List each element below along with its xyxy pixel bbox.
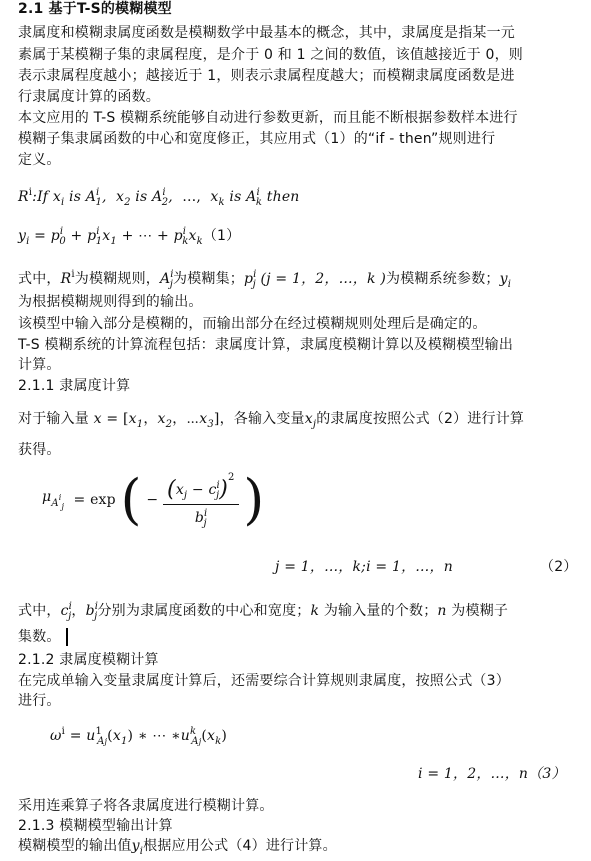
rule-if-keyword: If: [37, 189, 49, 205]
subsection-heading-2-1-3: 2.1.3 模糊模型输出计算: [18, 818, 173, 834]
paragraph-line: 为根据模糊规则得到的输出。: [18, 294, 203, 310]
equation-2: $\mu_{A^i_j} = \exp$ ( − $\frac{(x_j - c^i_j)^2}{b^i_j}$ ): [42, 468, 265, 531]
rule-is-keyword: is: [69, 189, 82, 205]
paragraph-line: 该模型中输入部分是模糊的，而输出部分在经过模糊规则处理后是确定的。: [18, 316, 487, 332]
paragraph-line: 表示隶属程度越小；越接近于 1，则表示隶属程度越大；而模糊隶属度函数是进: [18, 68, 515, 84]
paragraph-line: 在完成单输入变量隶属度计算后，还需要综合计算规则隶属度，按照公式（3）: [18, 673, 510, 689]
definition-line: 式中，$c^i_j$，$b^i_j$分别为隶属度函数的中心和宽度；k 为输入量的个数；n 为模糊子: [18, 601, 509, 622]
paragraph-line: 模糊子集隶属函数的中心和宽度修正，其应用式（1）的“if - then”规则进行: [18, 131, 496, 147]
paragraph-line: 隶属度和模糊隶属度函数是模糊数学中最基本的概念，其中，隶属度是指某一元: [18, 25, 515, 41]
paragraph-line: T-S 模糊系统的计算流程包括：隶属度计算，隶属度模糊计算以及模糊模型输出: [18, 337, 514, 353]
paragraph-line: 模糊模型的输出值$y_i$根据应用公式（4）进行计算。: [18, 838, 337, 857]
equation-3: $\omega^i = u^1_{Aj}(x_1)$ ∗ ⋯ $∗u^k_{Aj}(x_k)$: [50, 726, 228, 747]
rule-then-keyword: then: [266, 189, 300, 205]
equation-1: $y_i = p^i_0 + p^i_1x_1$ + ⋯ + $p^i_kx_k(1)$: [18, 226, 241, 247]
section-heading-2-1: 2.1 基于T-S的模糊模型: [18, 1, 172, 17]
paragraph-line: 采用连乘算子将各隶属度进行模糊计算。: [18, 798, 274, 814]
subsection-heading-2-1-1: 2.1.1 隶属度计算: [18, 378, 131, 394]
subsection-heading-2-1-2: 2.1.2 隶属度模糊计算: [18, 652, 159, 668]
paragraph-line: 本文应用的 T-S 模糊系统能够自动进行参数更新，而且能不断根据参数样本进行: [18, 110, 518, 126]
paragraph-line: 集数。: [18, 629, 61, 645]
equation-2-range: j = 1，…，k;i = 1，…，n: [275, 559, 453, 575]
paragraph-line: 定义。: [18, 152, 61, 168]
paragraph-line: 进行。: [18, 693, 61, 709]
definition-line: 式中，$R^i$为模糊规则，$A^i_j$为模糊集；$p^i_j$ (j = 1，2，…，k )为模糊系统参数；$y_i$: [18, 269, 512, 290]
equation-2-fraction: $\frac{(x_j - c^i_j)^2}{b^i_j}$: [163, 472, 239, 529]
equation-2-label: （2）: [540, 559, 578, 575]
paragraph-line: 计算。: [18, 357, 61, 373]
paragraph-line: 行隶属度计算的函数。: [18, 89, 160, 105]
paragraph-line: 素属于某模糊子集的隶属程度，是介于 0 和 1 之间的数值，该值越接近于 0，则: [18, 47, 523, 63]
text-cursor: [66, 628, 68, 646]
paragraph-line: 获得。: [18, 442, 61, 458]
equation-1-label: （1）: [202, 228, 241, 244]
rule-formula: $R^i:If$ $x_i$ is $A^i_1$, $x_2$ is $A^i_2$, …, $x_k$ is $A^i_k$ then: [18, 187, 300, 208]
equation-3-range: i = 1，2，…，n（3）: [418, 766, 566, 782]
paragraph-line: 对于输入量 $x = [x_1$，$x_2$，$\cdots x_3$]，各输入变量$x_j$的隶属度按照公式（2）进行计算: [18, 411, 525, 430]
